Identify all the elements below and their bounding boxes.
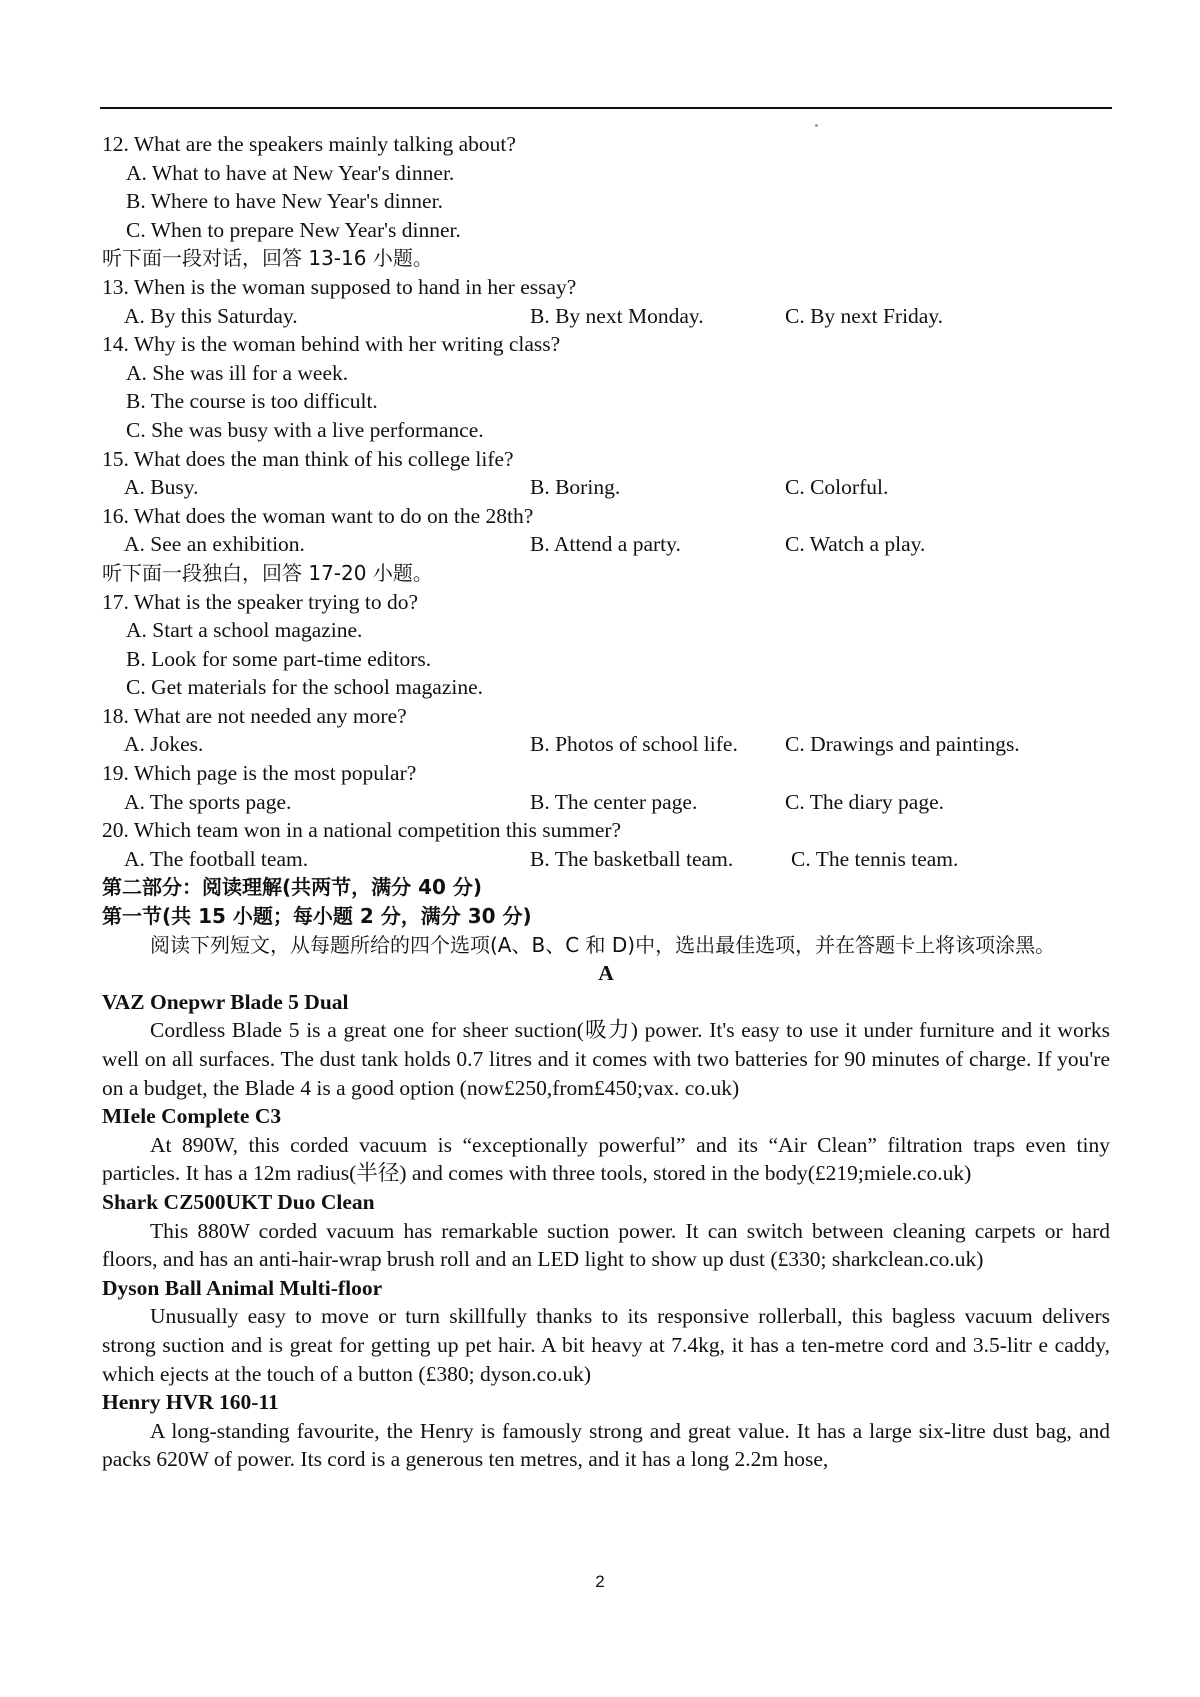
option-20a: A. The football team.	[124, 846, 309, 871]
option-18c: C. Drawings and paintings.	[785, 732, 1020, 757]
option-16a: A. See an exhibition.	[124, 532, 305, 557]
instruction-13-16: 听下面一段对话，回答 13-16 小题。	[102, 246, 433, 271]
option-19c: C. The diary page.	[785, 789, 945, 814]
question-20: 20. Which team won in a national competition this summer?	[102, 818, 622, 843]
options-16	[102, 530, 1110, 559]
product-name-5: Henry HVR 160-11	[102, 1390, 279, 1415]
question-15: 15. What does the man think of his college life?	[102, 446, 514, 471]
option-14a: A. She was ill for a week.	[126, 360, 349, 385]
option-19a: A. The sports page.	[124, 789, 292, 814]
question-19: 19. Which page is the most popular?	[102, 761, 417, 786]
option-18a: A. Jokes.	[124, 732, 204, 757]
product-text-4: Unusually easy to move or turn skillfully thanks to its responsive rollerball, this bagless vacuum delivers strong suction and is great for getting up pet hair. A bit heavy at 7.4kg, it has a ten-metre cord and 3.5-litr e caddy, which ejects at the touch of a button (£380; dyson.co.uk)	[102, 1304, 1110, 1386]
option-19b: B. The center page.	[530, 789, 698, 814]
options-18	[102, 730, 1110, 759]
product-text-5: A long-standing favourite, the Henry is famously strong and great value. It has a large six-litre dust bag, and packs 620W of power. Its cord is a generous ten metres, and it has a long 2.2m hose,	[102, 1418, 1110, 1472]
option-20b: B. The basketball team.	[530, 846, 734, 871]
option-12b: B. Where to have New Year's dinner.	[126, 189, 443, 214]
options-15	[102, 473, 1110, 502]
page-number: 2	[595, 1572, 605, 1591]
part2-heading: 第二部分：阅读理解(共两节，满分 40 分)	[102, 875, 483, 900]
option-12a: A. What to have at New Year's dinner.	[126, 160, 455, 185]
option-14c: C. She was busy with a live performance.	[126, 417, 484, 442]
scan-dot	[815, 124, 818, 127]
question-17: 17. What is the speaker trying to do?	[102, 589, 419, 614]
passage-letter: A	[598, 961, 614, 986]
instruction-17-20: 听下面一段独白，回答 17-20 小题。	[102, 560, 433, 585]
option-15a: A. Busy.	[124, 475, 199, 500]
option-15b: B. Boring.	[530, 475, 621, 500]
option-13b: B. By next Monday.	[530, 303, 704, 328]
question-16: 16. What does the woman want to do on the 28th?	[102, 503, 534, 528]
question-14: 14. Why is the woman behind with her writing class?	[102, 332, 561, 357]
options-20	[102, 845, 1110, 874]
option-17b: B. Look for some part-time editors.	[126, 646, 432, 671]
product-text-2: At 890W, this corded vacuum is “exceptionally powerful” and its “Air Clean” filtration traps even tiny particles. It has a 12m radius(半径) and comes with three tools, stored in the body(£219;miele.co.uk)	[102, 1132, 1110, 1186]
option-18b: B. Photos of school life.	[530, 732, 738, 757]
option-13a: A. By this Saturday.	[124, 303, 298, 328]
product-name-4: Dyson Ball Animal Multi-floor	[102, 1275, 383, 1300]
option-13c: C. By next Friday.	[785, 303, 944, 328]
options-13	[102, 302, 1110, 331]
option-17a: A. Start a school magazine.	[126, 618, 363, 643]
product-text-3: This 880W corded vacuum has remarkable suction power. It can switch between cleaning carpets or hard floors, and has an anti-hair-wrap brush roll and an LED light to show up dust (£330; sharkclean.co.uk)	[102, 1218, 1110, 1272]
section1-heading: 第一节(共 15 小题；每小题 2 分，满分 30 分)	[102, 904, 532, 929]
option-20c: C. The tennis team.	[791, 846, 959, 871]
option-14b: B. The course is too difficult.	[126, 389, 378, 414]
product-text-1: Cordless Blade 5 is a great one for sheer suction(吸力) power. It's easy to use it under furniture and it works well on all surfaces. The dust tank holds 0.7 litres and it comes with two batteries for 90 minutes of charge. If you're on a budget, the Blade 4 is a good option (now£250,from£450;vax. co.uk)	[102, 1018, 1110, 1100]
option-17c: C. Get materials for the school magazine.	[126, 675, 484, 700]
option-16b: B. Attend a party.	[530, 532, 681, 557]
option-16c: C. Watch a play.	[785, 532, 926, 557]
option-12c: C. When to prepare New Year's dinner.	[126, 217, 461, 242]
page-content	[102, 130, 1110, 1474]
options-19	[102, 788, 1110, 817]
option-15c: C. Colorful.	[785, 475, 889, 500]
question-12: 12. What are the speakers mainly talking about?	[102, 132, 516, 156]
product-name-3: Shark CZ500UKT Duo Clean	[102, 1189, 375, 1214]
header-rule	[100, 107, 1112, 109]
question-13: 13. When is the woman supposed to hand in her essay?	[102, 274, 577, 299]
reading-instruction: 阅读下列短文，从每题所给的四个选项(A、B、C 和 D)中，选出最佳选项，并在答题卡上将该项涂黑。	[150, 932, 1056, 957]
product-name-2: MIele Complete C3	[102, 1104, 282, 1129]
product-name-1: VAZ Onepwr Blade 5 Dual	[102, 989, 349, 1014]
question-18: 18. What are not needed any more?	[102, 703, 407, 728]
